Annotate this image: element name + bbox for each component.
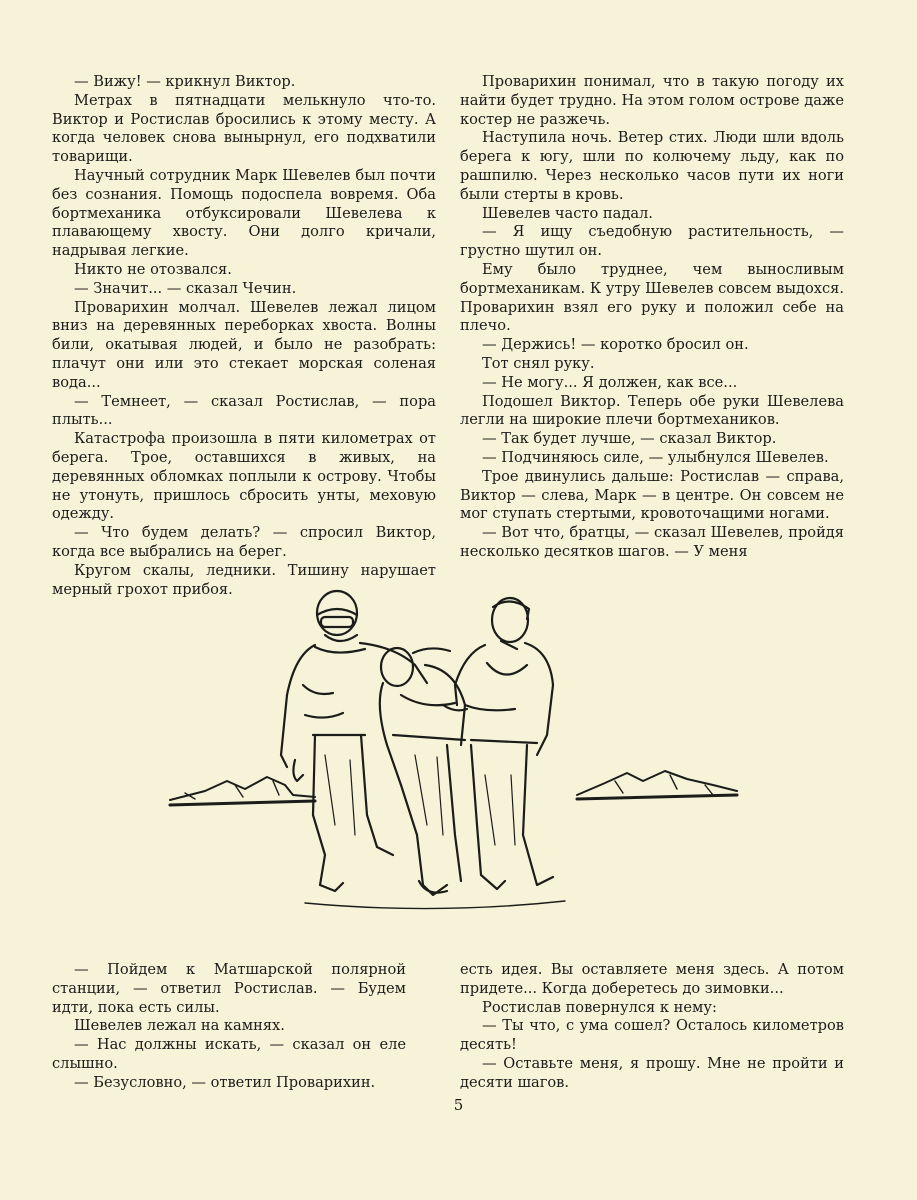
paragraph: — Подчиняюсь силе, — улыбнулся Шевелев. <box>482 448 829 466</box>
paragraph: — Вижу! — крикнул Виктор. <box>74 73 296 90</box>
paragraph: Метрах в пятнадцати мелькнуло что-то. Виктор и Ростислав бросились к этому месту. А когда человек снова вынырнул, его подхватили товарищи. <box>52 91 436 166</box>
paragraph: Шевелев лежал на камнях. <box>74 1017 285 1035</box>
paragraph: Ростислав повернулся к нему: <box>482 998 717 1016</box>
page-number: 5 <box>453 1096 464 1114</box>
paragraph: Наступила ночь. Ветер стих. Люди шли вдоль берега к югу, шли по колючему льду, как по рашпилю. Через несколько часов пути их ноги были стерты в кровь. <box>460 129 844 203</box>
paragraph: — Что будем делать? — спросил Виктор, когда все выбрались на берег. <box>52 524 436 560</box>
text-column-top-right <box>460 73 844 562</box>
text-column-top-left <box>52 73 436 599</box>
paragraph: — Так будет лучше, — сказал Виктор. <box>482 430 777 448</box>
paragraph: Проварихин понимал, что в такую погоду их найти будет трудно. На этом голом острове даже костер не разжечь. <box>460 73 844 128</box>
paragraph: Никто не отозвался. <box>74 260 232 278</box>
paragraph: — Значит... — сказал Чечин. <box>74 279 297 297</box>
paragraph: — Пойдем к Матшарской полярной станции, — ответил Ростислав. — Будем идти, пока есть силы. <box>52 961 406 1016</box>
paragraph: Ему было труднее, чем выносливым бортмеханикам. К утру Шевелев совсем выдохся. Проварихин взял его руку и положил себе на плечо. <box>460 260 844 335</box>
paragraph: — Вот что, братцы, — сказал Шевелев, пройдя несколько десятков шагов. — У меня <box>460 524 844 560</box>
paragraph: — Держись! — коротко бросил он. <box>482 336 749 354</box>
paragraph: Тот снял руку. <box>482 354 595 372</box>
paragraph: — Нас должны искать, — сказал он еле слышно. <box>52 1036 406 1072</box>
paragraph: — Ты что, с ума сошел? Осталось километров десять! <box>460 1017 844 1054</box>
paragraph: Научный сотрудник Марк Шевелев был почти без сознания. Помощь подоспела вовремя. Оба бортмеханика отбуксировали Шевелева к плавающему хвосту. Они долго кричали, надрывая легкие. <box>52 166 436 260</box>
figure-center <box>380 648 465 895</box>
paragraph: Шевелев часто падал. <box>482 204 653 222</box>
paragraph: есть идея. Вы оставляете меня здесь. А потом придете... Когда доберетесь до зимовки... <box>460 961 844 997</box>
paragraph: — Не могу... Я должен, как все... <box>482 373 738 391</box>
paragraph: Катастрофа произошла в пяти километрах от берега. Трое, оставшихся в живых, на деревянных обломках поплыли к острову. Чтобы не утонуть, пришлось сбросить унты, меховую одежду. <box>52 430 436 523</box>
figure-left <box>281 591 427 891</box>
figure-right <box>443 598 553 889</box>
illustration-three-men-walking <box>165 585 740 930</box>
paragraph: — Оставьте меня, я прошу. Мне не пройти и десяти шагов. <box>460 1054 844 1091</box>
paragraph: Проварихин молчал. Шевелев лежал лицом вниз на деревянных переборках хвоста. Волны били, окатывая людей, и было не разобрать: плачут они или это стекает морская соленая вода... <box>52 298 436 391</box>
paragraph: Подошел Виктор. Теперь обе руки Шевелева легли на широкие плечи бортмехаников. <box>460 392 844 429</box>
text-column-bottom-right <box>460 961 844 1093</box>
paragraph: — Я ищу съедобную растительность, — грустно шутил он. <box>460 223 844 260</box>
paragraph: Кругом скалы, ледники. Тишину нарушает мерный грохот прибоя. <box>52 561 436 598</box>
paragraph: Трое двинулись дальше: Ростислав — справа, Виктор — слева, Марк — в центре. Он совсем не мог ступать стертыми, кровоточащими ногами. <box>460 467 844 523</box>
paragraph: — Темнеет, — сказал Ростислав, — пора плыть... <box>52 392 436 429</box>
paragraph: — Безусловно, — ответил Проварихин. <box>74 1073 376 1091</box>
text-column-bottom-left <box>52 961 406 1093</box>
